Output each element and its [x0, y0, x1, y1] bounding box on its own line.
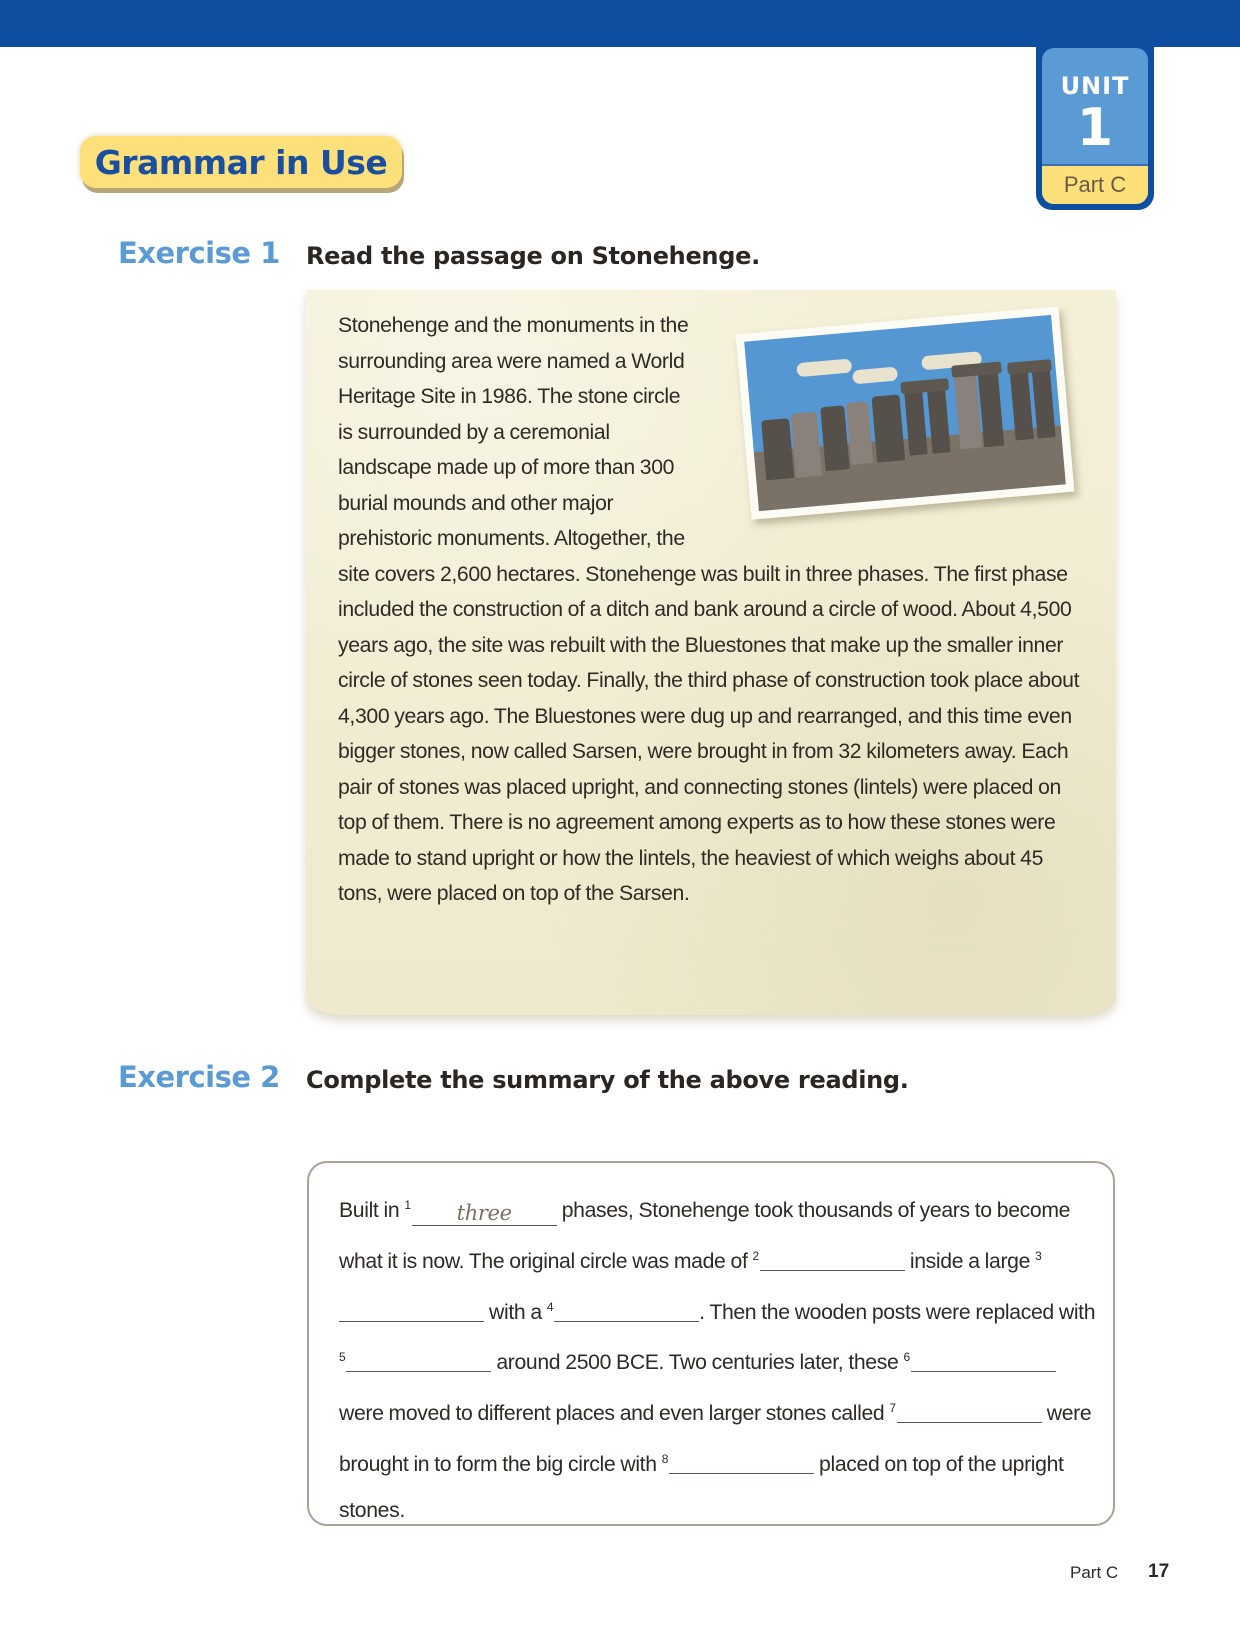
exercise-2-instruction: Complete the summary of the above reading.	[306, 1066, 909, 1094]
blank-8-input[interactable]	[669, 1450, 814, 1474]
unit-badge	[1042, 48, 1148, 204]
blank-number: 4	[546, 1299, 554, 1314]
summary-segment: around 2500 BCE. Two centuries later, these	[491, 1351, 904, 1375]
blank-number: 3	[1035, 1248, 1042, 1263]
blank-number: 7	[889, 1401, 896, 1416]
blank-number: 2	[752, 1248, 759, 1263]
passage-text: Stonehenge and the monuments in the surrounding area were named a World Heritage Site in 1986. The stone circle is surrounded by a ceremonial landscape made up of more than 300 burial mounds and other major prehistoric monuments. Altogether, the site covers 2,600 hectares. Stonehenge was built in three phases. The first phase included the construction of a ditch and bank around a circle of wood. About 4,500 years ago, the site was rebuilt with the Bluestones that make up the smaller inner circle of stones seen today. Finally, the third phase of construction took place about 4,300 years ago. The Bluestones were dug up and rearranged, and this time even bigger stones, now called Sarsen, were brought in from 32 kilometers away. Each pair of stones was placed upright, and connecting stones (lintels) were placed on top of them. There is no agreement among experts as to how these stones were made to stand upright or how the lintels, the heaviest of which weighs about 45 tons, were placed on top of the Sarsen.	[338, 314, 1080, 905]
blank-number: 5	[339, 1350, 346, 1365]
blank-4-input[interactable]	[554, 1298, 699, 1322]
blank-number: 8	[661, 1451, 669, 1466]
summary-segment: were moved to different places and even larger stones called	[339, 1402, 890, 1426]
summary-segment: placed on top of the upright stones.	[339, 1452, 1064, 1522]
stone-icon	[871, 394, 905, 462]
unit-part-label: Part C	[1042, 164, 1148, 204]
summary-segment: with a	[484, 1300, 547, 1324]
reading-passage-box	[306, 290, 1116, 1015]
blank-number: 1	[404, 1198, 411, 1212]
blank-6-input[interactable]	[911, 1348, 1056, 1372]
blank-3-input[interactable]	[339, 1298, 484, 1322]
blank-1-input[interactable]: three	[412, 1202, 557, 1226]
stone-icon	[820, 405, 849, 471]
exercise-2-label: Exercise 2	[118, 1060, 280, 1094]
stonehenge-photo	[736, 306, 1075, 520]
summary-segment: were brought in to form the big circle with	[339, 1402, 1092, 1476]
stonehenge-image	[744, 315, 1066, 511]
stone-icon	[761, 418, 794, 480]
exercise-1-label: Exercise 1	[118, 236, 280, 270]
summary-box	[307, 1161, 1115, 1526]
blank-number: 6	[903, 1350, 910, 1365]
cloud-icon	[852, 367, 898, 385]
unit-tab	[1036, 40, 1154, 210]
summary-segment: . Then the wooden posts were replaced with	[699, 1300, 1096, 1324]
unit-number: 1	[1076, 98, 1114, 158]
page-number: 17	[1148, 1561, 1170, 1582]
section-title: Grammar in Use	[94, 142, 388, 182]
summary-segment: Built in	[339, 1199, 405, 1222]
blank-2-input[interactable]	[760, 1247, 905, 1271]
stone-icon	[791, 412, 822, 478]
footer-part-label: Part C	[1070, 1563, 1119, 1582]
summary-segment: inside a large	[904, 1249, 1036, 1273]
blank-5-input[interactable]	[346, 1348, 491, 1372]
unit-label: UNIT	[1060, 72, 1130, 100]
summary-text	[339, 1183, 1099, 1534]
stone-icon	[846, 401, 873, 465]
summary-segment: phases, Stonehenge took thousands of years to become what it is now. The original circle was made of	[339, 1199, 1071, 1273]
blank-7-input[interactable]	[897, 1399, 1042, 1423]
cloud-icon	[796, 358, 852, 377]
exercise-1-instruction: Read the passage on Stonehenge.	[306, 242, 760, 270]
section-title-pill	[80, 136, 402, 188]
